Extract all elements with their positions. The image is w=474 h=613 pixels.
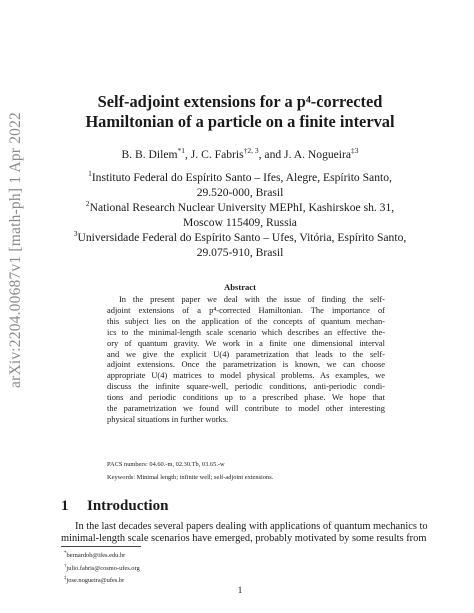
page-number: 1 <box>237 586 243 596</box>
affiliation-2-line-1: National Research Nuclear University MEPhI, Kashirskoe sh. 31, <box>89 201 395 214</box>
affiliation-2 <box>60 197 420 230</box>
abstract-line: and we give the explicit U(4) parametrization that leads to the self- <box>107 348 385 359</box>
introduction-text <box>61 521 428 546</box>
footnote-3-email: jose.nogueira@ufes.br <box>66 577 125 585</box>
footnote-1 <box>64 549 140 562</box>
footnote-2-mark: † <box>64 563 67 569</box>
footnotes <box>64 549 140 587</box>
abstract-line: adjoint extensions of a p⁴-corrected Hamiltonian. The importance of <box>107 304 385 315</box>
abstract-line: tions and periodic conditions up to a prescribed phase. We hope that <box>107 392 385 403</box>
title-line-2: Hamiltonian of a particle on a finite interval <box>85 112 395 131</box>
affiliation-3-number: 3 <box>73 229 78 238</box>
abstract-line: adjoint extensions. Once the parametrization is known, we can choose <box>107 359 385 370</box>
section-number: 1 <box>61 498 69 514</box>
abstract-body <box>107 294 385 425</box>
section-title: Introduction <box>87 498 169 514</box>
footnote-3 <box>64 574 140 587</box>
author-1: B. B. Dilem <box>121 148 178 161</box>
section-heading <box>61 498 168 515</box>
pacs-numbers: PACS numbers: 04.60.-m, 02.30.Tb, 03.65.-w <box>107 461 225 468</box>
abstract-line: the parametrization we found will contribute to model other interesting <box>107 403 385 414</box>
footnote-1-email: bernardob@ifes.edu.br <box>66 552 126 559</box>
paper-title <box>40 92 440 132</box>
affiliation-3-line-2: 29.075-910, Brasil <box>196 245 284 259</box>
intro-line: minimal-length scale scenarios have emerged, probably motivated by some results from <box>61 533 427 545</box>
affiliation-3 <box>60 227 420 260</box>
abstract-line: ory of quantum gravity. We work in a finite one dimensional interval <box>107 337 385 348</box>
arxiv-stamp <box>2 80 30 420</box>
abstract-line: this subject lies on the application of the concepts of quantum mechan- <box>107 315 385 326</box>
abstract-line: ics to the minimal-length scale scenario which describes an effective the- <box>107 326 385 337</box>
keywords: Keywords: Minimal length; infinite well; self-adjoint extensions. <box>107 474 274 481</box>
affiliation-1-number: 1 <box>88 169 92 178</box>
affiliation-2-number: 2 <box>85 199 90 208</box>
footnote-3-mark: ‡ <box>64 576 67 582</box>
abstract-line: discuss the infinite square-well, periodic conditions, anti-periodic condi- <box>107 381 385 392</box>
abstract-line: physical situations in further works. <box>107 413 229 424</box>
abstract-line: In the present paper we deal with the issue of finding the self- <box>119 294 385 304</box>
author-2: , J. C. Fabris <box>185 148 244 161</box>
author-3: , and J. A. Nogueira <box>258 148 352 161</box>
affiliation-1 <box>60 167 420 200</box>
affiliation-3-line-1: Universidade Federal do Espírito Santo – Ufes, Vitória, Espírito Santo, <box>77 231 407 244</box>
author-list <box>40 146 440 161</box>
footnote-2-email: julio.fabris@cosmo-ufes.org <box>66 564 140 572</box>
footnote-1-mark: * <box>64 551 67 556</box>
author-1-mark: *1 <box>177 146 185 155</box>
abstract-line: appropriate U(4) matrices to model physical problems. As examples, we <box>107 370 385 381</box>
intro-line: In the last decades several papers dealing with applications of quantum mechanics to <box>75 521 428 532</box>
arxiv-identifier: arXiv:2204.00687v1 [math-ph] 1 Apr 2022 <box>7 112 24 388</box>
affiliation-1-line-1: Instituto Federal do Espírito Santo – Ifes, Alegre, Espírito Santo, <box>91 171 392 184</box>
abstract-heading: Abstract <box>224 282 256 292</box>
affiliation-1-line-2: 29.520-000, Brasil <box>196 185 284 199</box>
footnote-2 <box>64 562 140 575</box>
footnote-rule <box>61 546 141 547</box>
title-line-1: Self-adjoint extensions for a p⁴-corrected <box>97 92 383 111</box>
author-3-mark: ‡3 <box>351 146 359 155</box>
affiliation-2-line-2: Moscow 115409, Russia <box>183 215 297 229</box>
author-2-mark: †2, 3 <box>243 146 259 155</box>
